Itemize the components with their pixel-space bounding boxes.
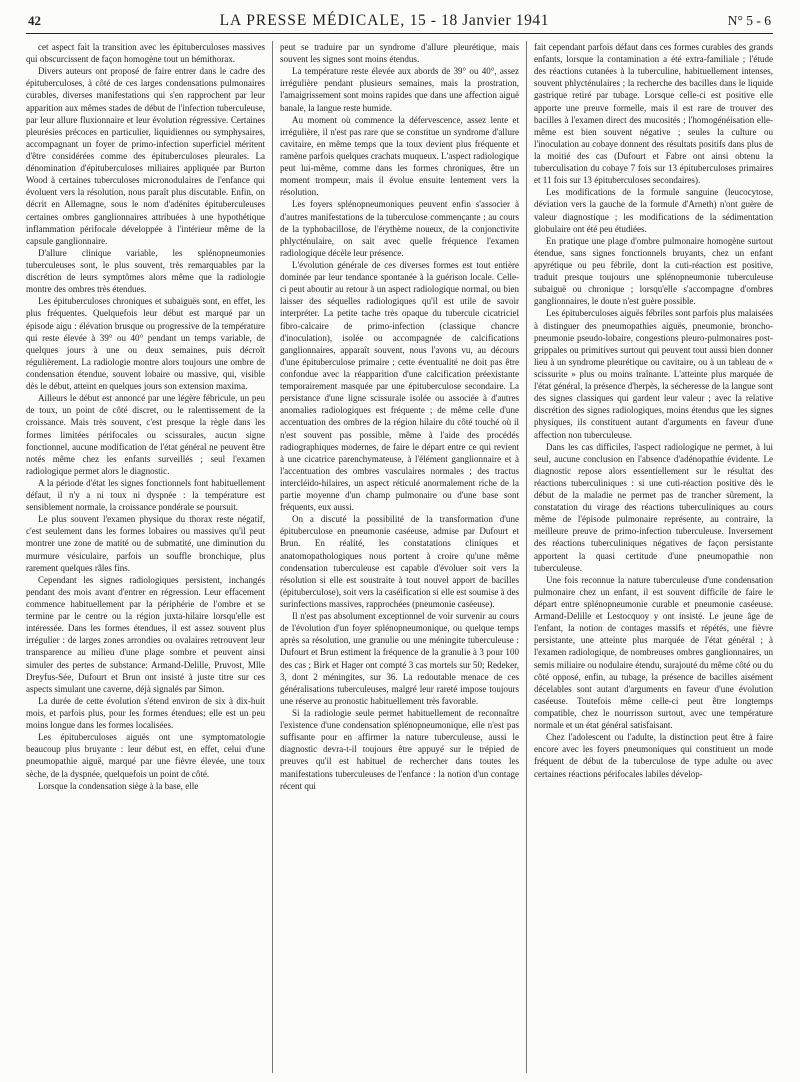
text-column-1: [26, 41, 265, 1073]
article-columns: [26, 41, 773, 1073]
paragraph: Les modifications de la formule sanguine (leucocytose, déviation vers la gauche de la formule d'Arneth) n'ont guère de valeur diagnostique ; les modifications de la sédimentation globulaire ont été peu étudiées.: [534, 187, 773, 234]
paragraph: Le plus souvent l'examen physique du thorax reste négatif, c'est seulement dans les formes lobaires ou massives qu'il peut montrer une zone de matité ou de submatité, une diminution du murmure vésiculaire, parfois un souffle bronchique, plus rarement quelques râles fins.: [26, 514, 265, 573]
paragraph: Au moment où commence la défervescence, assez lente et irrégulière, il n'est pas rare que se constitue un syndrome d'allure cavitaire, en même temps que la toux devient plus fréquente et ramène parfois quelques crachats muqueux. L'aspect radiologique peut lui-même, comme dans les formes chroniques, être un moment trompeur, mais il évolue ensuite lentement vers la résolution.: [280, 114, 519, 198]
paragraph: peut se traduire par un syndrome d'allure pleurétique, mais souvent les signes sont moins étendus.: [280, 42, 519, 65]
text-column-2: [272, 41, 519, 1073]
paragraph: Cependant les signes radiologiques persistent, inchangés pendant des mois avant d'entrer en régression. Leur effacement commence habituellement par la périphérie de l'ombre et se termine par le centre ou la région juxta-hilaire lorsqu'elle est intéressée. Dans les formes étendues, il est assez souvent plus irrégulier : de larges zones arrondies ou ovalaires retrouvent leur transparence au milieu d'une plage sombre et peuvent ainsi simuler des pertes de substance: Armand-Delille, Pruvost, Mlle Dreyfus-Sée, Dufourt et Brun ont insisté à juste titre sur ces aspects simulant une caverne, déjà signalés par Simon.: [26, 574, 265, 694]
paragraph: La durée de cette évolution s'étend environ de six à dix-huit mois, et parfois plus, pour les formes étendues; elle est un peu moins longue dans les formes localisées.: [26, 695, 265, 731]
paragraph: L'évolution générale de ces diverses formes est tout entière dominée par leur tendance spontanée à la guérison locale. Celle-ci peut aboutir au retour à un aspect radiologique normal, ou bien laisser des séquelles radiologiques qu'il est utile de savoir interpréter. La petite tache très opaque du tubercule cicatriciel fibro-calcaire de primo-infection (classique chancre d'inoculation), isolée ou accompagnée de calcifications ganglionnaires, apparaît souvent, nous l'avons vu, au décours d'une épituberculose primaire ; cette éventualité ne doit pas être confondue avec la réapparition d'une calcification préexistante temporairement masquée par une épituberculose secondaire. La persistance d'une ligne scissurale isolée ou associée à d'autres anomalies radiologiques est fréquente ; de même celle d'une accentuation des ombres de la région hilaire du côté touché où il n'est souvent pas possible, même à l'aide des procédés radiographiques modernes, de faire le départ entre ce qui revient à une cicatrice parenchymateuse, à l'élément ganglionnaire et à l'accentuation des ombres vasculaires normales ; des tractus intercléido-hilaires, un aspect réticulé anormalement riche de la partie moyenne d'un champ pulmonaire ou d'une base sont fréquents, eux aussi.: [280, 259, 519, 513]
paragraph: Les épituberculoses aiguës fébriles sont parfois plus malaisées à distinguer des pneumopathies aiguës, pneumonie, broncho-pneumonie pseudo-lobaire, congestions pleuro-pulmonaires post-grippales ou primitives surtout qui peuvent tout aussi bien donner lieu à un syndrome pleurétique ou cavitaire, ou à un tableau de « scissurite » plus ou moins traînante. L'atteinte plus marquée de l'état général, la présence d'herpès, la sécheresse de la langue sont des signes classiques qui gardent leur valeur ; avec la relative discrétion des signes radiologiques, moins étendus que les signes physiques, ils constituent autant d'arguments en faveur d'une affection non tuberculeuse.: [534, 308, 773, 440]
paragraph: Il n'est pas absolument exceptionnel de voir survenir au cours de l'évolution d'un foyer splénopneumonique, ou quelque temps après sa résolution, une granulie ou une méningite tuberculeuse : Dufourt et Brun estiment la fréquence de la granulie à 3 pour 100 des cas ; Birk et Hager ont compté 3 cas mortels sur 50; Redeker, 3, dont 2 méningites, sur 36. La redoutable menace de ces généralisations tuberculeuses, malgré leur rareté impose toujours une réserve au pronostic habituellement très favorable.: [280, 611, 519, 706]
journal-title: LA PRESSE MÉDICALE,: [219, 12, 406, 29]
paragraph: fait cependant parfois défaut dans ces formes curables des grands enfants, lorsque la contamination a été extra-familiale ; l'étude des réactions cutanées à la tuberculine, habituellement intenses, souvent phlycténulaires ; la recherche des bacilles dans le liquide gastrique retiré par tubage. Lorsque celle-ci est positive elle apporte une preuve formelle, mais il est rare de trouver des bacilles à l'examen direct des mucosités ; l'homogénéisation elle-même est bien souvent négative ; seules la culture ou l'inoculation au cobaye donnent des résultats positifs dans plus de la moitié des cas (Dufourt et Fabre ont ainsi obtenu la tuberculisation du cobaye 7 fois sur 13 épituberculoses primaires et 11 fois sur 13 épituberculoses secondaires).: [534, 42, 773, 186]
journal-heading: [220, 12, 550, 30]
paragraph: Ailleurs le début est annoncé par une légère fébricule, un peu de toux, un point de côté discret, ou le ralentissement de la croissance. Mais très souvent, c'est presque la règle dans les formes limitées périfocales ou scissurales, aucun signe fonctionnel, aucune modification de l'état général ne peuvent être notés même chez les enfants surveillés ; seul l'examen radiologique permet alors le diagnostic.: [26, 393, 265, 476]
issue-date: 15 - 18 Janvier 1941: [409, 12, 550, 29]
page-number: 42: [28, 13, 41, 28]
paragraph: La température reste élevée aux abords de 39° ou 40°, assez irrégulière pendant plusieurs semaines, mais la prostration, l'amaigrissement sont moins rapides que dans une affection aiguë banale, la langue reste humide.: [280, 66, 519, 113]
paragraph: Les foyers splénopneumoniques peuvent enfin s'associer à d'autres manifestations de la tuberculose commençante ; au cours de la typhobacillose, de l'érythème noueux, de la conjonctivite phlycténulaire, on sait avec quelle fréquence l'examen radiologique décèle leur présence.: [280, 199, 519, 258]
text-column-3: [526, 41, 773, 1073]
paragraph: Lorsque la condensation siège à la base, elle: [38, 780, 199, 791]
issue-number: N° 5 - 6: [727, 13, 771, 28]
paragraph: Chez l'adolescent ou l'adulte, la distinction peut être à faire encore avec les foyers pneumoniques qui constituent un mode fréquent de début de la tuberculose de type adulte ou avec certaines réactions périfocales labiles dévelop-: [534, 732, 773, 779]
paragraph: D'allure clinique variable, les splénopneumonies tuberculeuses sont, le plus souvent, très remarquables par la discrétion de leurs symptômes alors même que la radiologie montre des ombres très étendues.: [26, 247, 265, 295]
running-header: [26, 12, 773, 34]
paragraph: Une fois reconnue la nature tuberculeuse d'une condensation pulmonaire chez un enfant, il est souvent difficile de faire le départ entre splénopneumonie curable et pneumonie caséeuse. Armand-Delille et Lestocquoy y ont insisté. Le jeune âge de l'enfant, la notion de contages massifs et répétés, une fièvre persistante, une atteinte plus marquée de l'état général ; à l'examen radiologique, de nombreuses ombres ganglionnaires, un semis miliaire ou nodulaire étendu, surajouté du même côté ou du côté opposé, enfin, au tubage, la présence de bacilles aisément décelables sont autant d'arguments en faveur d'une évolution caséeuse. Toutefois même celle-ci peut être longtemps compatible, chez le nourrisson surtout, avec une température normale et un état général satisfaisant.: [534, 574, 773, 731]
paragraph: cet aspect fait la transition avec les épituberculoses massives qui obscurcissent de façon homogène tout un hémithorax.: [26, 42, 265, 65]
paragraph: A la période d'état les signes fonctionnels font habituellement défaut, il n'y a ni toux ni dyspnée : la température est sensiblement normale, la croissance pondérale se poursuit.: [26, 477, 265, 513]
paragraph: Divers auteurs ont proposé de faire entrer dans le cadre des épituberculoses, à côté de ces larges condensations pulmonaires curables, diverses manifestations qui s'en rapprochent par leur apparition aux mêmes stades de début de l'infection tuberculeuse, par leur allure fluxionnaire et leur évolution régressive. Certaines pleurésies précoces en particulier, liquidiennes ou symphysaires, accompagnant un foyer de primo-infection superficiel méritent d'être considérées comme des épituberculoses pleurales. La dénomination d'épituberculoses miliaires appliquée par Burton Wood à certaines tuberculoses micronodulaires de l'enfance qui évoluent vers la résolution, nous paraît plus discutable. Enfin, on décrit en Allemagne, sous le nom d'adénites épituberculeuses certaines ombres ganglionnaires attribuées à une hypothétique inflammation périfocale développée à l'intérieur même de la capsule ganglionnaire.: [26, 66, 265, 246]
paragraph: Les épituberculoses chroniques et subaiguës sont, en effet, les plus fréquentes. Quelquefois leur début est marqué par un épisode aigu : élévation brusque ou progressive de la température qui reste élevée à 39° ou 40° pendant un temps variable, de quelques jours à une ou deux semaines, puis décroît régulièrement. La radiologie montre alors toujours une ombre de condensation étendue, souvent lobaire ou massive, qui, visible dès le début, atteint en quelques jours son extension maxima.: [26, 296, 265, 392]
paragraph: On a discuté la possibilité de la transformation d'une épituberculose en pneumonie caséeuse, admise par Dufourt et Brun. En réalité, les constatations cliniques et anatomopathologiques nous portent à croire qu'une même condensation tuberculeuse est capable d'évoluer soit vers la résolution si elle est soustraite à tout nouvel apport de bacilles (épituberculose), soit vers la caséification si elle est soumise à des surinfections massives, rapprochées (pneumonie caséeuse).: [280, 514, 519, 610]
paragraph: Les épituberculoses aiguës ont une symptomatologie beaucoup plus bruyante : leur début est, en effet, celui d'une pneumopathie aiguë, marqué par une fièvre élevée, une toux sèche, de la dyspnée, quelquefois un point de côté.: [26, 732, 265, 779]
paragraph: Dans les cas difficiles, l'aspect radiologique ne permet, à lui seul, aucune conclusion en l'absence d'adénopathie évidente. Le diagnostic repose alors essentiellement sur le résultat des réactions tuberculiniques : si une cuti-réaction positive dès le début de la maladie ne permet pas de trancher sûrement, la constatation du virage des réactions tuberculiniques au cours même de l'épisode pulmonaire représente, au contraire, la meilleure preuve de primo-infection tuberculeuse. Inversement des réactions tuberculiniques négatives de façon persistante apportent la quasi certitude d'une pneumopathie non tuberculeuse.: [534, 441, 773, 573]
paragraph: Si la radiologie seule permet habituellement de reconnaître l'existence d'une condensation splénopneumonique, elle n'est pas suffisante pour en affirmer la nature tuberculeuse, aussi le diagnostic devra-t-il toujours être appuyé sur le trépied de preuves qu'il est habituel de rechercher dans toutes les manifestations tuberculeuses de l'enfance : la notion d'un contage récent qui: [280, 708, 519, 791]
paragraph: En pratique une plage d'ombre pulmonaire homogène surtout étendue, sans signes fonctionnels bruyants, chez un enfant apyrétique ou peu fébrile, dont la cuti-réaction est positive, traduit presque toujours une splénopneumonie tuberculeuse subaiguë ou chronique ; lorsqu'elle s'accompagne d'ombres ganglionnaires, le doute n'est guère possible.: [534, 235, 773, 307]
